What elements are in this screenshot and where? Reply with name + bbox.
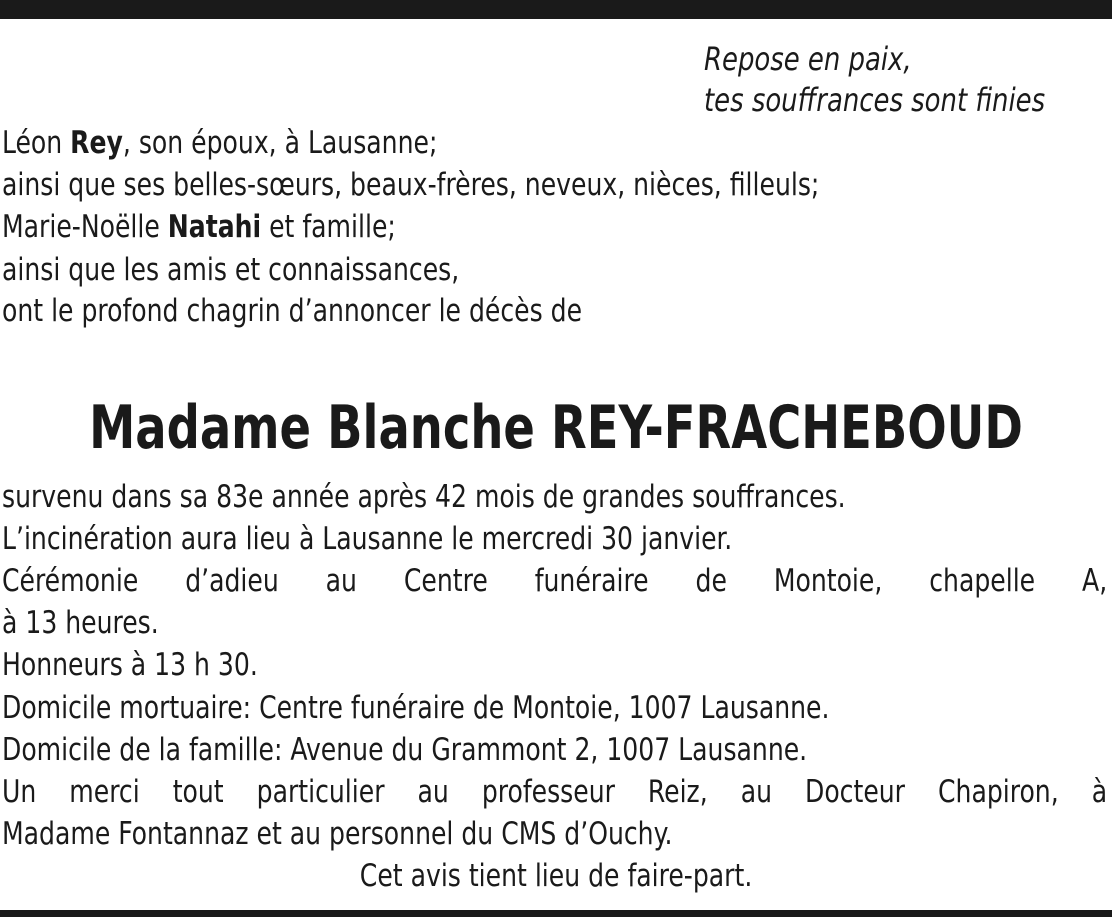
word: au [417,774,449,810]
details-line-5: Honneurs à 13 h 30. [2,647,258,683]
word: au [325,563,357,599]
details-line-8 [2,771,1107,813]
deceased-name: Madame Blanche REY-FRACHEBOUD [89,393,1023,463]
mourners-line-3 [2,206,997,248]
mourner-surname: Rey [70,125,123,161]
word: Montoie, [773,563,883,599]
word: Cérémonie [2,563,139,599]
word: Centre [403,563,488,599]
details-line-2: L’incinération aura lieu à Lausanne le mercredi 30 janvier. [2,521,733,557]
word: de [695,563,727,599]
mourner-relation: , son époux, à Lausanne; [122,125,438,161]
mourners-line-4: ainsi que les amis et connaissances, [2,252,460,288]
details-line-6: Domicile mortuaire: Centre funéraire de Montoie, 1007 Lausanne. [2,690,830,726]
word: d’adieu [185,563,279,599]
bottom-rule [0,910,1112,917]
word: au [740,774,772,810]
mourner-relation: et famille; [261,209,396,245]
word: particulier [256,774,385,810]
details-line-3 [2,560,1107,602]
word: tout [172,774,224,810]
word: A, [1082,563,1108,599]
epigraph [704,39,1045,121]
mourner-first-name: Marie-Noëlle [2,209,168,245]
word: Reiz, [647,774,708,810]
mourners-line-2: ainsi que ses belles-sœurs, beaux-frères, neveux, nièces, filleuls; [2,167,820,203]
word: à [1091,774,1108,810]
word: professeur [481,774,615,810]
closing-line [0,855,1112,897]
mourner-first-name: Léon [2,125,71,161]
word: Docteur [804,774,905,810]
word: Chapiron, [938,774,1059,810]
mourner-surname: Natahi [167,209,262,245]
epigraph-line-1: Repose en paix, [704,40,912,78]
top-rule [0,0,1112,19]
word: chapelle [929,563,1036,599]
word: Un [2,774,37,810]
details-line-4: à 13 heures. [2,605,159,641]
word: funéraire [534,563,649,599]
mourners-line-5: ont le profond chagrin d’annoncer le décès de [2,293,583,329]
closing-text: Cet avis tient lieu de faire-part. [359,858,753,894]
details-line-7: Domicile de la famille: Avenue du Grammont 2, 1007 Lausanne. [2,732,808,768]
mourners-line-1 [2,122,997,164]
details-line-9: Madame Fontannaz et au personnel du CMS d’Ouchy. [2,816,673,852]
epigraph-line-2: tes souffrances sont finies [704,81,1046,119]
word: merci [69,774,140,810]
details-line-1: survenu dans sa 83e année après 42 mois de grandes souffrances. [2,479,846,515]
